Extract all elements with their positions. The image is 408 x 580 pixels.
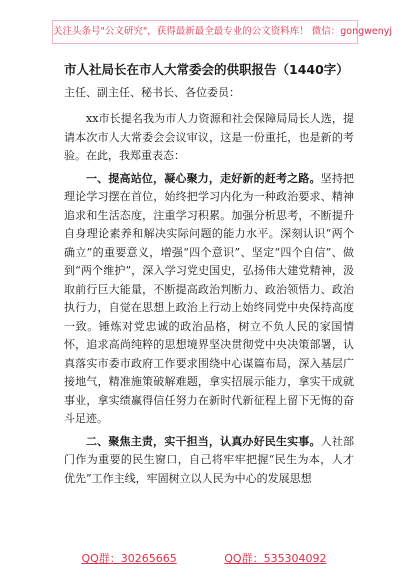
- paragraph-section-2: [64, 433, 354, 489]
- paragraph-intro: [64, 110, 354, 166]
- greeting: 主任、副主任、秘书长、各位委员：: [64, 86, 240, 99]
- qq-group-link-2[interactable]: QQ群：535304092: [224, 552, 327, 565]
- paragraph-intro-text: xx市长提名我为市人力资源和社会保障局局长人选，提请本次市人大常委会会议审议，这是一份重托，也是新的考验。在此，我郑重表态：: [64, 112, 354, 162]
- paragraph-section-1: [64, 170, 354, 429]
- document-title: 市人社局长在市人大常委会的供职报告（1440字）: [64, 62, 349, 77]
- qq-group-link-1[interactable]: QQ群：30265665: [81, 552, 177, 565]
- document-body: [64, 60, 354, 492]
- section-2-text: 人社部门作为重要的民生窗口，自己将牢牢把握“民生为本，人才优先”工作主线，牢固树立以人民为中心的发展思想: [64, 434, 355, 485]
- section-1-text: 坚持把理论学习摆在首位，始终把学习内化为一种政治要求、精神追求和生活态度，注重学习积累。加强分析思考，不断提升自身理论素养和解决实际问题的能力水平。深刻认识“两个确立”的重要意义，增强“四个意识”、坚定“四个自信”、做到“两个维护”，深入学习党史国史，弘扬伟大建党精神，汲取前行巨大能量，不断提高政治判断力、政治领悟力、政治执行力，自觉在思想上政治上行动上始终同党中央保持高度一致。锤炼对党忠诚的政治品格，树立不负人民的家国情怀，追求高尚纯粹的思想境界坚决贯彻党中央决策部署，认真落实市委市政府工作要求围绕中心谋篇布局，深入基层广接地气，精准施策破解难题，拿实招展示能力，拿实干成就事业，拿实绩赢得信任努力在新时代新征程上留下无悔的奋斗足迹。: [64, 171, 355, 425]
- footer: [0, 550, 408, 570]
- section-1-heading: 一、提高站位，凝心聚力，走好新的赶考之路。: [86, 171, 321, 185]
- header-banner: 关注头条号"公文研究"，获得最新最全最专业的公文资料库！ 微信：gongwenyj: [52, 20, 358, 44]
- section-2-heading: 二、聚焦主责，实干担当，认真办好民生实事。: [86, 434, 321, 448]
